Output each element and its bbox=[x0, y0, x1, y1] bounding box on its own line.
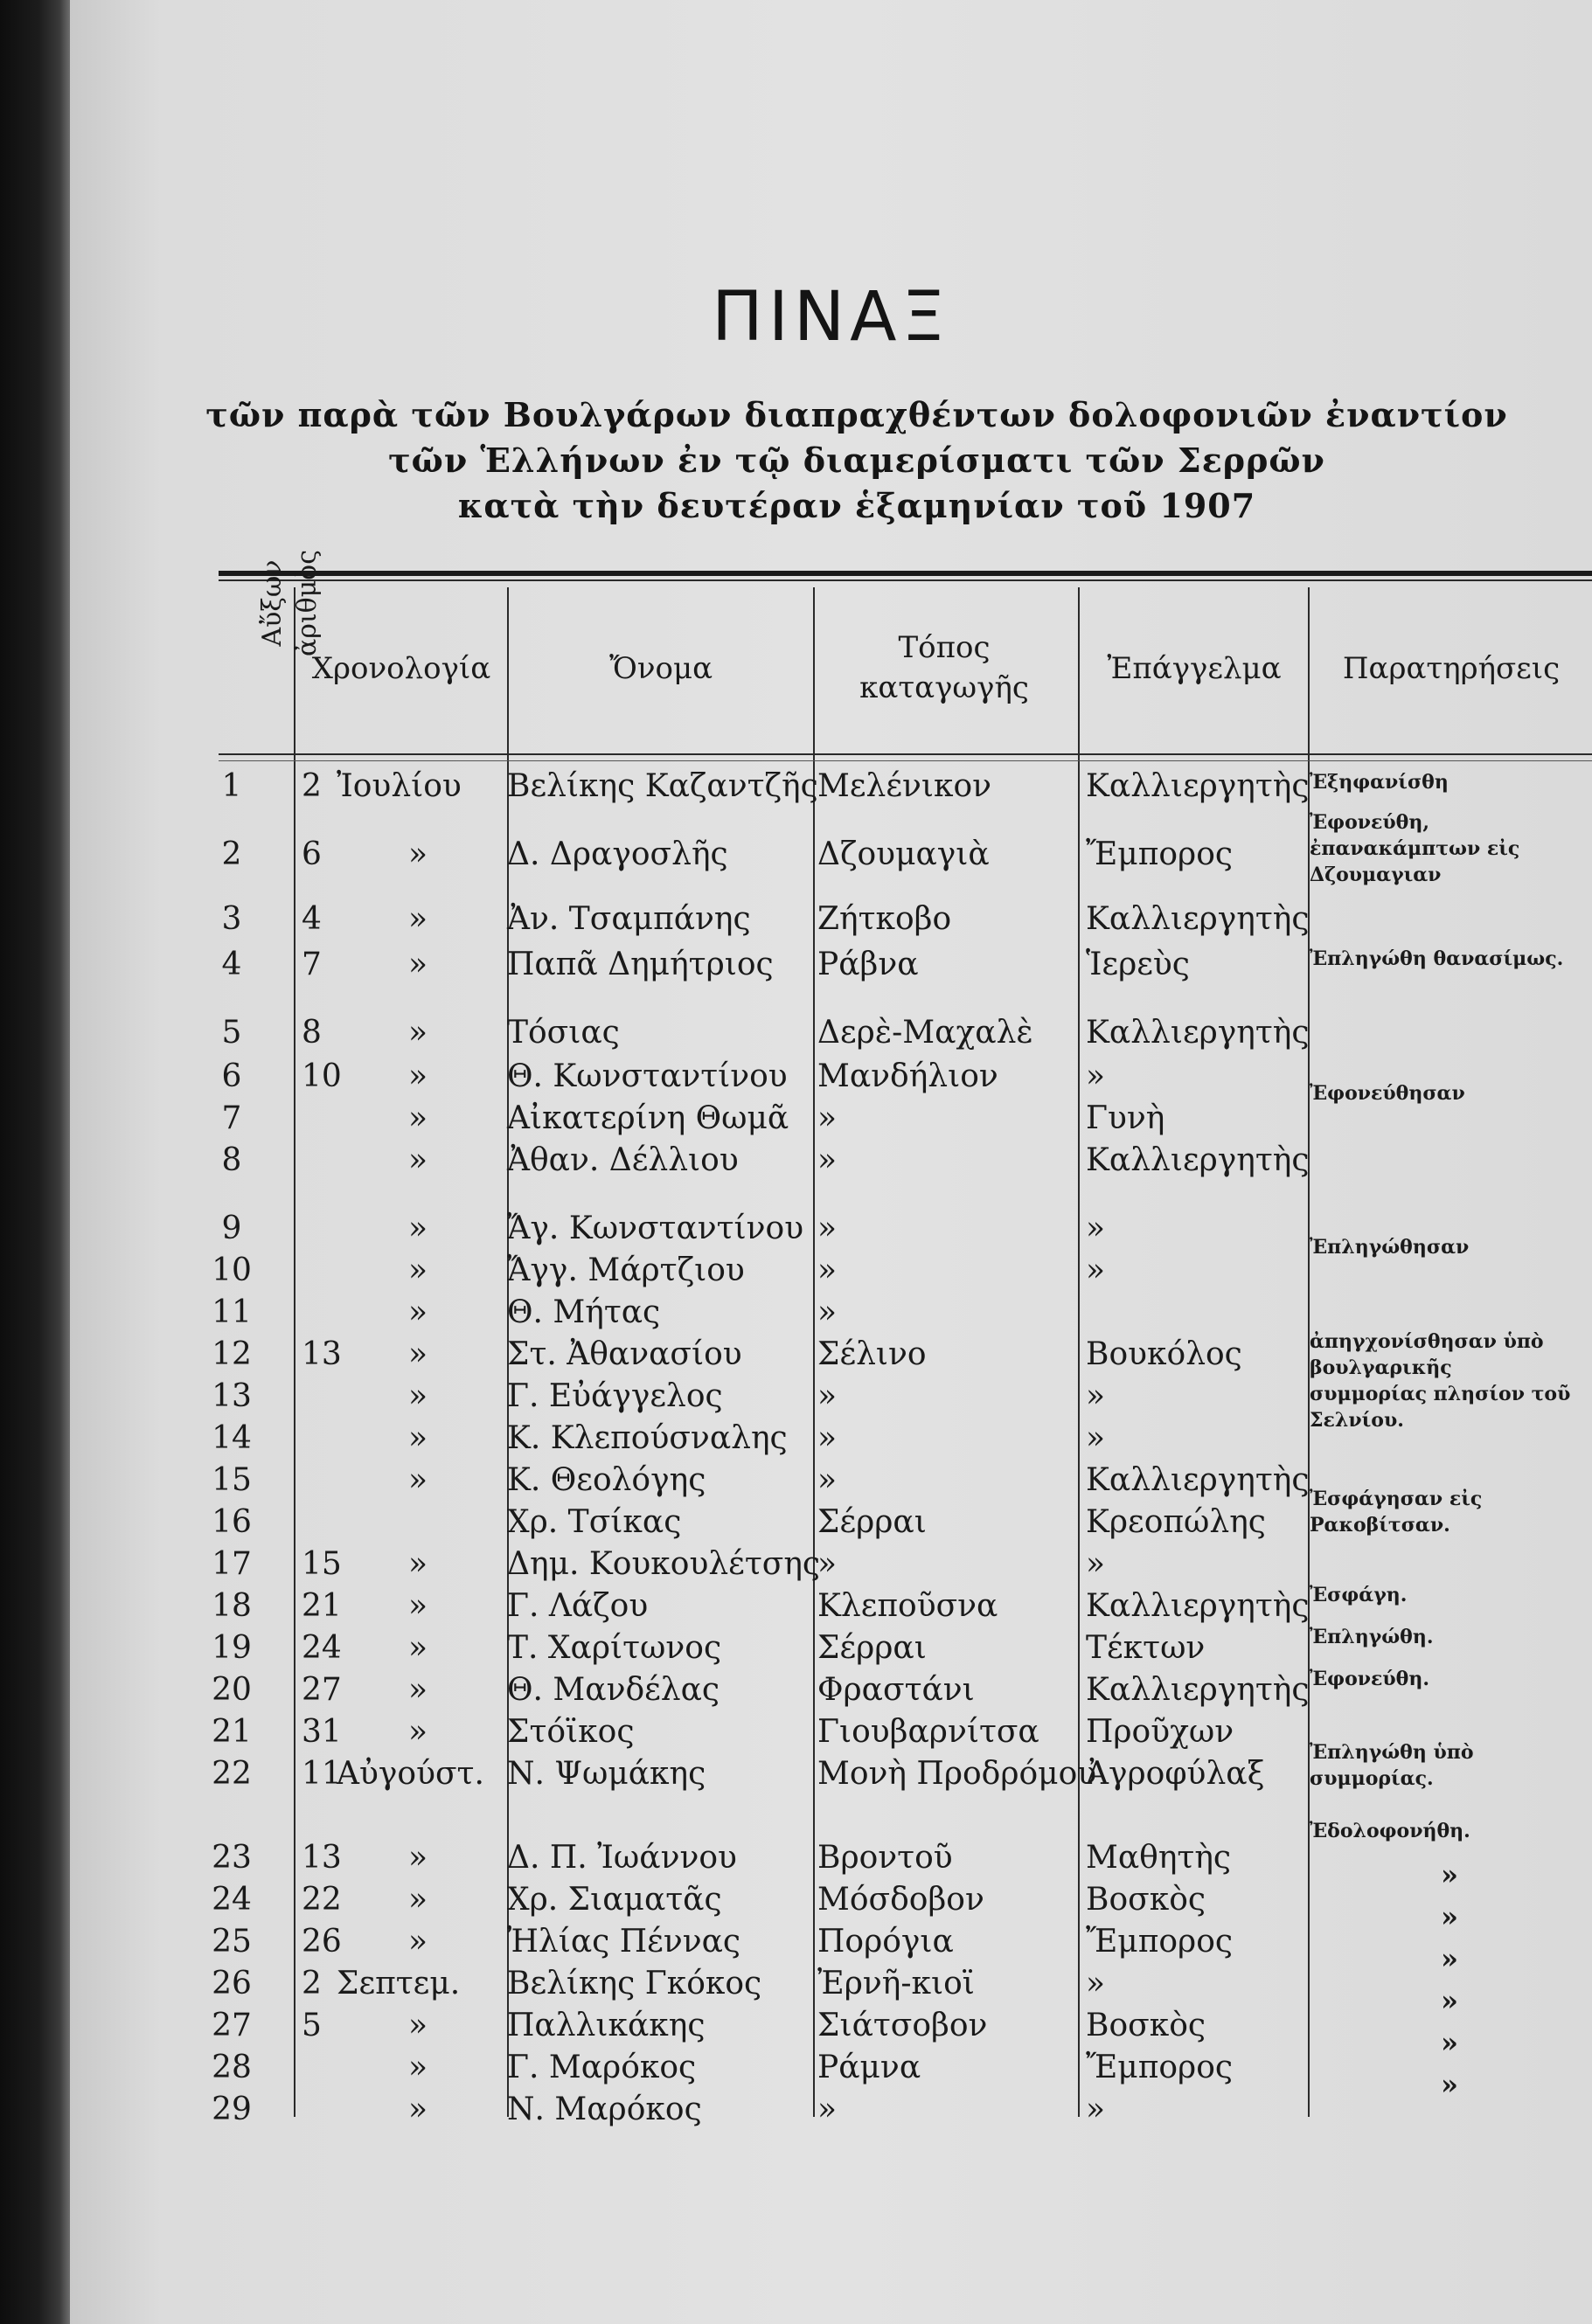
remark-note: » bbox=[1441, 1858, 1458, 1891]
remark-note: Ἐπληγώθη. bbox=[1310, 1626, 1434, 1648]
row-profession: » bbox=[1086, 1420, 1106, 1456]
row-profession: Ἔμπορος bbox=[1086, 836, 1234, 872]
table-row bbox=[70, 1923, 1592, 1961]
row-origin: » bbox=[817, 1420, 838, 1456]
row-origin: » bbox=[817, 1378, 838, 1414]
row-profession: » bbox=[1086, 1378, 1106, 1414]
row-day: 10 bbox=[302, 1058, 342, 1094]
row-number: 29 bbox=[212, 2092, 252, 2127]
row-name: Τόσιας bbox=[507, 1015, 620, 1051]
row-name: Παλλικάκης bbox=[507, 2008, 706, 2043]
row-day: 2 bbox=[302, 1966, 322, 2001]
row-origin: Ζήτκοβο bbox=[817, 901, 952, 937]
row-profession: Καλλιεργητὴς bbox=[1086, 1142, 1310, 1178]
header-rule bbox=[219, 753, 1592, 755]
row-profession: Βοσκὸς bbox=[1086, 2008, 1206, 2043]
row-profession: Ἀγροφύλαξ bbox=[1086, 1756, 1265, 1792]
row-profession: Τέκτων bbox=[1086, 1630, 1206, 1666]
row-number: 15 bbox=[212, 1462, 252, 1498]
row-number: 22 bbox=[212, 1756, 252, 1792]
row-month: Σεπτεμ. bbox=[337, 1966, 461, 2001]
row-name: Βελίκης Καζαντζῆς bbox=[507, 768, 818, 804]
remark-note: Ἐπληγώθησαν bbox=[1310, 1236, 1470, 1259]
row-origin: Πορόγια bbox=[817, 1924, 954, 1960]
row-origin: Μόσδοβον bbox=[817, 1882, 984, 1918]
row-number: 4 bbox=[221, 947, 242, 982]
remark-note: Ἐφονεύθησαν bbox=[1310, 1082, 1465, 1105]
table-row bbox=[70, 900, 1592, 939]
row-profession: Ἱερεὺς bbox=[1086, 947, 1190, 982]
row-number: 8 bbox=[221, 1142, 242, 1178]
row-number: 9 bbox=[221, 1211, 242, 1246]
row-name: Στ. Ἀθανασίου bbox=[507, 1336, 742, 1372]
row-origin: Γιουβαρνίτσα bbox=[817, 1714, 1039, 1750]
remark-note: Ἐσφάγη. bbox=[1310, 1584, 1408, 1606]
row-name: Αἰκατερίνη Θωμᾶ bbox=[507, 1100, 789, 1136]
row-origin: » bbox=[817, 1100, 838, 1136]
row-origin: Σέρραι bbox=[817, 1630, 927, 1666]
row-number: 16 bbox=[212, 1504, 252, 1540]
row-name: Γ. Μαρόκος bbox=[507, 2050, 697, 2085]
row-day: 13 bbox=[302, 1336, 342, 1372]
remark-note: » bbox=[1441, 1900, 1458, 1933]
row-month: » bbox=[407, 1420, 428, 1456]
row-number: 14 bbox=[212, 1420, 252, 1456]
row-day: 7 bbox=[302, 947, 322, 982]
row-day: 31 bbox=[302, 1714, 342, 1750]
row-profession: Καλλιεργητὴς bbox=[1086, 1588, 1310, 1624]
row-name: Θ. Μανδέλας bbox=[507, 1672, 720, 1708]
row-number: 20 bbox=[212, 1672, 252, 1708]
row-origin: Μονὴ Προδρόμου bbox=[817, 1756, 1097, 1792]
row-month: » bbox=[407, 1142, 428, 1178]
row-origin: Δερὲ-Μαχαλὲ bbox=[817, 1015, 1033, 1051]
row-month: Αὐγούστ. bbox=[337, 1756, 484, 1792]
remark-note: Ἐφονεύθη, ἐπανακάμπτων εἰς Δζουμαγιαν bbox=[1310, 811, 1520, 886]
header-name: Ὄνομα bbox=[608, 651, 713, 686]
row-number: 11 bbox=[212, 1294, 252, 1330]
header-date: Χρονολογία bbox=[311, 651, 491, 686]
row-origin: » bbox=[817, 1546, 838, 1582]
row-origin: Ράμνα bbox=[817, 2050, 921, 2085]
row-profession: » bbox=[1086, 1058, 1106, 1094]
row-day: 13 bbox=[302, 1840, 342, 1876]
remark-note: » bbox=[1441, 2026, 1458, 2059]
header-rule-thin bbox=[219, 760, 1592, 761]
row-month: » bbox=[407, 901, 428, 937]
row-number: 28 bbox=[212, 2050, 252, 2085]
row-name: Δημ. Κουκουλέτσης bbox=[507, 1546, 821, 1582]
row-profession: Βουκόλος bbox=[1086, 1336, 1242, 1372]
row-number: 24 bbox=[212, 1882, 252, 1918]
row-name: Γ. Εὐάγγελος bbox=[507, 1378, 723, 1414]
row-origin: » bbox=[817, 1142, 838, 1178]
remark-note: Ἐσφάγησαν εἰς Ρακοβίτσαν. bbox=[1310, 1488, 1483, 1537]
row-month: » bbox=[407, 1211, 428, 1246]
top-rule-thin bbox=[219, 579, 1592, 581]
row-month: » bbox=[407, 1100, 428, 1136]
row-number: 1 bbox=[221, 768, 242, 804]
row-month: » bbox=[407, 1462, 428, 1498]
row-month: » bbox=[407, 1378, 428, 1414]
row-number: 19 bbox=[212, 1630, 252, 1666]
row-origin: » bbox=[817, 1294, 838, 1330]
row-day: 26 bbox=[302, 1924, 342, 1960]
row-profession: Μαθητὴς bbox=[1086, 1840, 1232, 1876]
row-month: » bbox=[407, 1252, 428, 1288]
row-name: Κ. Θεολόγης bbox=[507, 1462, 706, 1498]
row-month: » bbox=[407, 1630, 428, 1666]
table-row bbox=[70, 1545, 1592, 1584]
row-origin: Σέλινο bbox=[817, 1336, 927, 1372]
row-name: Παπᾶ Δημήτριος bbox=[507, 947, 774, 982]
row-month: » bbox=[407, 1924, 428, 1960]
row-origin: Δζουμαγιὰ bbox=[817, 836, 990, 872]
row-month: » bbox=[407, 1336, 428, 1372]
row-profession: » bbox=[1086, 1966, 1106, 2001]
row-origin: Κλεποῦσνα bbox=[817, 1588, 998, 1624]
row-month: » bbox=[407, 1588, 428, 1624]
row-month: » bbox=[407, 1058, 428, 1094]
table-row bbox=[70, 1881, 1592, 1919]
row-profession: Ἔμπορος bbox=[1086, 2050, 1234, 2085]
row-day: 11 bbox=[302, 1756, 342, 1792]
row-name: Στόϊκος bbox=[507, 1714, 635, 1750]
row-name: Θ. Κωνσταντίνου bbox=[507, 1058, 788, 1094]
row-name: Ἀθαν. Δέλλιου bbox=[507, 1142, 739, 1178]
row-name: Βελίκης Γκόκος bbox=[507, 1966, 762, 2001]
row-profession: » bbox=[1086, 1546, 1106, 1582]
row-profession: Καλλιεργητὴς bbox=[1086, 1015, 1310, 1051]
row-day: 2 bbox=[302, 768, 322, 804]
row-origin: Ἐρνῆ-κιοϊ bbox=[817, 1966, 975, 2001]
row-name: Ἄγγ. Μάρτζιου bbox=[507, 1252, 745, 1288]
header-remarks: Παρατηρήσεις bbox=[1342, 651, 1561, 686]
row-name: Δ. Δραγοσλῆς bbox=[507, 836, 728, 872]
row-profession: Καλλιεργητὴς bbox=[1086, 901, 1310, 937]
row-month: » bbox=[407, 1546, 428, 1582]
row-month: » bbox=[407, 1840, 428, 1876]
row-number: 17 bbox=[212, 1546, 252, 1582]
row-month: Ἰουλίου bbox=[337, 768, 462, 804]
table-row bbox=[70, 2091, 1592, 2129]
table-row bbox=[70, 1014, 1592, 1052]
table-row bbox=[70, 1294, 1592, 1332]
row-day: 4 bbox=[302, 901, 322, 937]
table-row bbox=[70, 2007, 1592, 2045]
row-name: Ν. Ψωμάκης bbox=[507, 1756, 706, 1792]
subtitle-line-3: κατὰ τὴν δευτέραν ἑξαμηνίαν τοῦ 1907 bbox=[457, 486, 1256, 525]
row-number: 2 bbox=[221, 836, 242, 872]
row-day: 5 bbox=[302, 2008, 322, 2043]
remark-note: » bbox=[1441, 2068, 1458, 2101]
subtitle-line-1: τῶν παρὰ τῶν Βουλγάρων διαπραχθέντων δολοφονιῶν ἐναντίον bbox=[205, 395, 1508, 434]
row-number: 21 bbox=[212, 1714, 252, 1750]
row-month: » bbox=[407, 1714, 428, 1750]
header-origin: Τόπος καταγωγῆς bbox=[859, 630, 1029, 705]
remark-note: Ἐδολοφονήθη. bbox=[1310, 1820, 1470, 1842]
row-day: 15 bbox=[302, 1546, 342, 1582]
row-profession: » bbox=[1086, 1252, 1106, 1288]
row-name: Χρ. Τσίκας bbox=[507, 1504, 682, 1540]
row-origin: » bbox=[817, 1462, 838, 1498]
row-day: 22 bbox=[302, 1882, 342, 1918]
row-origin: Μανδήλιον bbox=[817, 1058, 998, 1094]
header-profession: Ἐπάγγελμα bbox=[1107, 651, 1282, 686]
row-number: 3 bbox=[221, 901, 242, 937]
row-profession: Καλλιεργητὴς bbox=[1086, 768, 1310, 804]
row-profession: Βοσκὸς bbox=[1086, 1882, 1206, 1918]
row-name: Ἀν. Τσαμπάνης bbox=[507, 901, 751, 937]
row-number: 23 bbox=[212, 1840, 252, 1876]
row-number: 5 bbox=[221, 1015, 242, 1051]
row-number: 7 bbox=[221, 1100, 242, 1136]
row-month: » bbox=[407, 836, 428, 872]
row-name: Τ. Χαρίτωνος bbox=[507, 1630, 722, 1666]
row-origin: Σιάτσοβον bbox=[817, 2008, 988, 2043]
remark-note: » bbox=[1441, 1942, 1458, 1975]
row-number: 12 bbox=[212, 1336, 252, 1372]
remark-note: Ἐπληγώθη θανασίμως. bbox=[1310, 947, 1564, 970]
row-name: Γ. Λάζου bbox=[507, 1588, 649, 1624]
row-month: » bbox=[407, 2092, 428, 2127]
row-name: Ἄγ. Κωνσταντίνου bbox=[507, 1211, 804, 1246]
remark-note: » bbox=[1441, 1984, 1458, 2017]
row-day: 6 bbox=[302, 836, 322, 872]
row-profession: Γυνὴ bbox=[1086, 1100, 1165, 1136]
table-row bbox=[70, 1141, 1592, 1180]
row-profession: Καλλιεργητὴς bbox=[1086, 1672, 1310, 1708]
row-day: 24 bbox=[302, 1630, 342, 1666]
remark-note: Ἐπληγώθη ὑπὸ συμμορίας. bbox=[1310, 1741, 1474, 1790]
remark-note: Ἐφονεύθη. bbox=[1310, 1668, 1429, 1690]
remark-note: ἀπηγχονίσθησαν ὑπὸ βουλγαρικῆς συμμορίας πλησίον τοῦ Σελνίου. bbox=[1310, 1330, 1571, 1432]
row-profession: » bbox=[1086, 2092, 1106, 2127]
row-day: 27 bbox=[302, 1672, 342, 1708]
row-number: 25 bbox=[212, 1924, 252, 1960]
row-month: » bbox=[407, 2050, 428, 2085]
row-day: 21 bbox=[302, 1588, 342, 1624]
row-month: » bbox=[407, 947, 428, 982]
table-row bbox=[70, 1965, 1592, 2003]
row-origin: Φραστάνι bbox=[817, 1672, 975, 1708]
row-number: 26 bbox=[212, 1966, 252, 2001]
row-month: » bbox=[407, 1882, 428, 1918]
row-month: » bbox=[407, 1015, 428, 1051]
row-origin: Σέρραι bbox=[817, 1504, 927, 1540]
row-month: » bbox=[407, 1294, 428, 1330]
top-rule bbox=[219, 571, 1592, 576]
table-row bbox=[70, 1839, 1592, 1877]
row-name: Θ. Μήτας bbox=[507, 1294, 661, 1330]
row-name: Κ. Κλεπούσναλης bbox=[507, 1420, 788, 1456]
row-profession: Προῦχων bbox=[1086, 1714, 1234, 1750]
header-number: Αὔξων ἀριθμὸς bbox=[257, 549, 323, 657]
remark-note: Ἐξηφανίσθη bbox=[1310, 771, 1449, 794]
row-number: 10 bbox=[212, 1252, 252, 1288]
row-number: 6 bbox=[221, 1058, 242, 1094]
row-profession: » bbox=[1086, 1211, 1106, 1246]
row-month: » bbox=[407, 1672, 428, 1708]
row-origin: » bbox=[817, 1211, 838, 1246]
row-profession: Ἔμπορος bbox=[1086, 1924, 1234, 1960]
row-name: Δ. Π. Ἰωάννου bbox=[507, 1840, 737, 1876]
row-profession: Κρεοπώλης bbox=[1086, 1504, 1266, 1540]
row-name: Ἠλίας Πέννας bbox=[507, 1924, 741, 1960]
book-spine bbox=[0, 0, 70, 2324]
subtitle-line-2: τῶν Ἑλλήνων ἐν τῷ διαμερίσματι τῶν Σερρῶν bbox=[388, 441, 1325, 480]
row-number: 13 bbox=[212, 1378, 252, 1414]
row-number: 18 bbox=[212, 1588, 252, 1624]
row-day: 8 bbox=[302, 1015, 322, 1051]
row-name: Χρ. Σιαματᾶς bbox=[507, 1882, 722, 1918]
table-row bbox=[70, 2049, 1592, 2087]
row-origin: Μελένικον bbox=[817, 768, 992, 804]
row-month: » bbox=[407, 2008, 428, 2043]
row-origin: Βροντοῦ bbox=[817, 1840, 953, 1876]
row-origin: » bbox=[817, 1252, 838, 1288]
row-origin: » bbox=[817, 2092, 838, 2127]
row-profession: Καλλιεργητὴς bbox=[1086, 1462, 1310, 1498]
row-name: Ν. Μαρόκος bbox=[507, 2092, 702, 2127]
row-origin: Ράβνα bbox=[817, 947, 919, 982]
page-title: ΠΙΝΑΞ bbox=[712, 278, 950, 357]
row-number: 27 bbox=[212, 2008, 252, 2043]
document-page bbox=[70, 0, 1592, 2324]
